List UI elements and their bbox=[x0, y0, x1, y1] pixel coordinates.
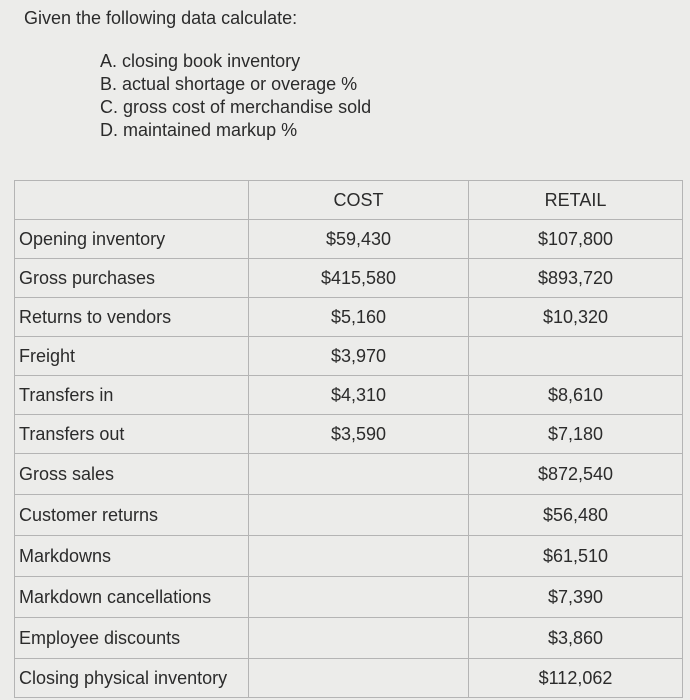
cost-column-header: COST bbox=[249, 181, 469, 220]
cost-cell bbox=[249, 536, 469, 577]
inventory-data-table bbox=[14, 180, 683, 698]
retail-cell: $10,320 bbox=[469, 298, 683, 337]
row-label: Markdowns bbox=[15, 536, 249, 577]
row-label: Customer returns bbox=[15, 495, 249, 536]
cost-cell: $415,580 bbox=[249, 259, 469, 298]
retail-column-header: RETAIL bbox=[469, 181, 683, 220]
row-label: Freight bbox=[15, 337, 249, 376]
option-b: B. actual shortage or overage % bbox=[100, 74, 358, 94]
question-prompt: Given the following data calculate: bbox=[24, 8, 298, 28]
table-row bbox=[15, 259, 683, 298]
retail-cell bbox=[469, 337, 683, 376]
option-d: D. maintained markup % bbox=[100, 120, 298, 140]
table-row bbox=[15, 454, 683, 495]
retail-cell: $893,720 bbox=[469, 259, 683, 298]
table-header-row bbox=[15, 181, 683, 220]
cost-cell: $59,430 bbox=[249, 220, 469, 259]
row-label: Gross sales bbox=[15, 454, 249, 495]
retail-cell: $56,480 bbox=[469, 495, 683, 536]
cost-cell bbox=[249, 659, 469, 698]
table-row bbox=[15, 337, 683, 376]
retail-cell: $61,510 bbox=[469, 536, 683, 577]
cost-cell bbox=[249, 495, 469, 536]
retail-cell: $112,062 bbox=[469, 659, 683, 698]
table-row bbox=[15, 536, 683, 577]
row-label: Returns to vendors bbox=[15, 298, 249, 337]
cost-cell: $5,160 bbox=[249, 298, 469, 337]
label-column-header bbox=[15, 181, 249, 220]
retail-cell: $8,610 bbox=[469, 376, 683, 415]
row-label: Employee discounts bbox=[15, 618, 249, 659]
cost-cell: $3,970 bbox=[249, 337, 469, 376]
cost-cell: $4,310 bbox=[249, 376, 469, 415]
row-label: Gross purchases bbox=[15, 259, 249, 298]
table-row bbox=[15, 415, 683, 454]
retail-cell: $7,180 bbox=[469, 415, 683, 454]
table-row bbox=[15, 659, 683, 698]
table-row bbox=[15, 495, 683, 536]
row-label: Transfers in bbox=[15, 376, 249, 415]
answer-options-list bbox=[100, 50, 371, 142]
table-row bbox=[15, 376, 683, 415]
cost-cell bbox=[249, 618, 469, 659]
cost-cell bbox=[249, 577, 469, 618]
table-row bbox=[15, 618, 683, 659]
retail-cell: $872,540 bbox=[469, 454, 683, 495]
retail-cell: $107,800 bbox=[469, 220, 683, 259]
option-a: A. closing book inventory bbox=[100, 51, 301, 71]
cost-cell: $3,590 bbox=[249, 415, 469, 454]
table-row bbox=[15, 220, 683, 259]
retail-cell: $7,390 bbox=[469, 577, 683, 618]
option-c: C. gross cost of merchandise sold bbox=[100, 97, 372, 117]
row-label: Markdown cancellations bbox=[15, 577, 249, 618]
row-label: Transfers out bbox=[15, 415, 249, 454]
row-label: Closing physical inventory bbox=[15, 659, 249, 698]
row-label: Opening inventory bbox=[15, 220, 249, 259]
cost-cell bbox=[249, 454, 469, 495]
table-row bbox=[15, 298, 683, 337]
retail-cell: $3,860 bbox=[469, 618, 683, 659]
table-row bbox=[15, 577, 683, 618]
